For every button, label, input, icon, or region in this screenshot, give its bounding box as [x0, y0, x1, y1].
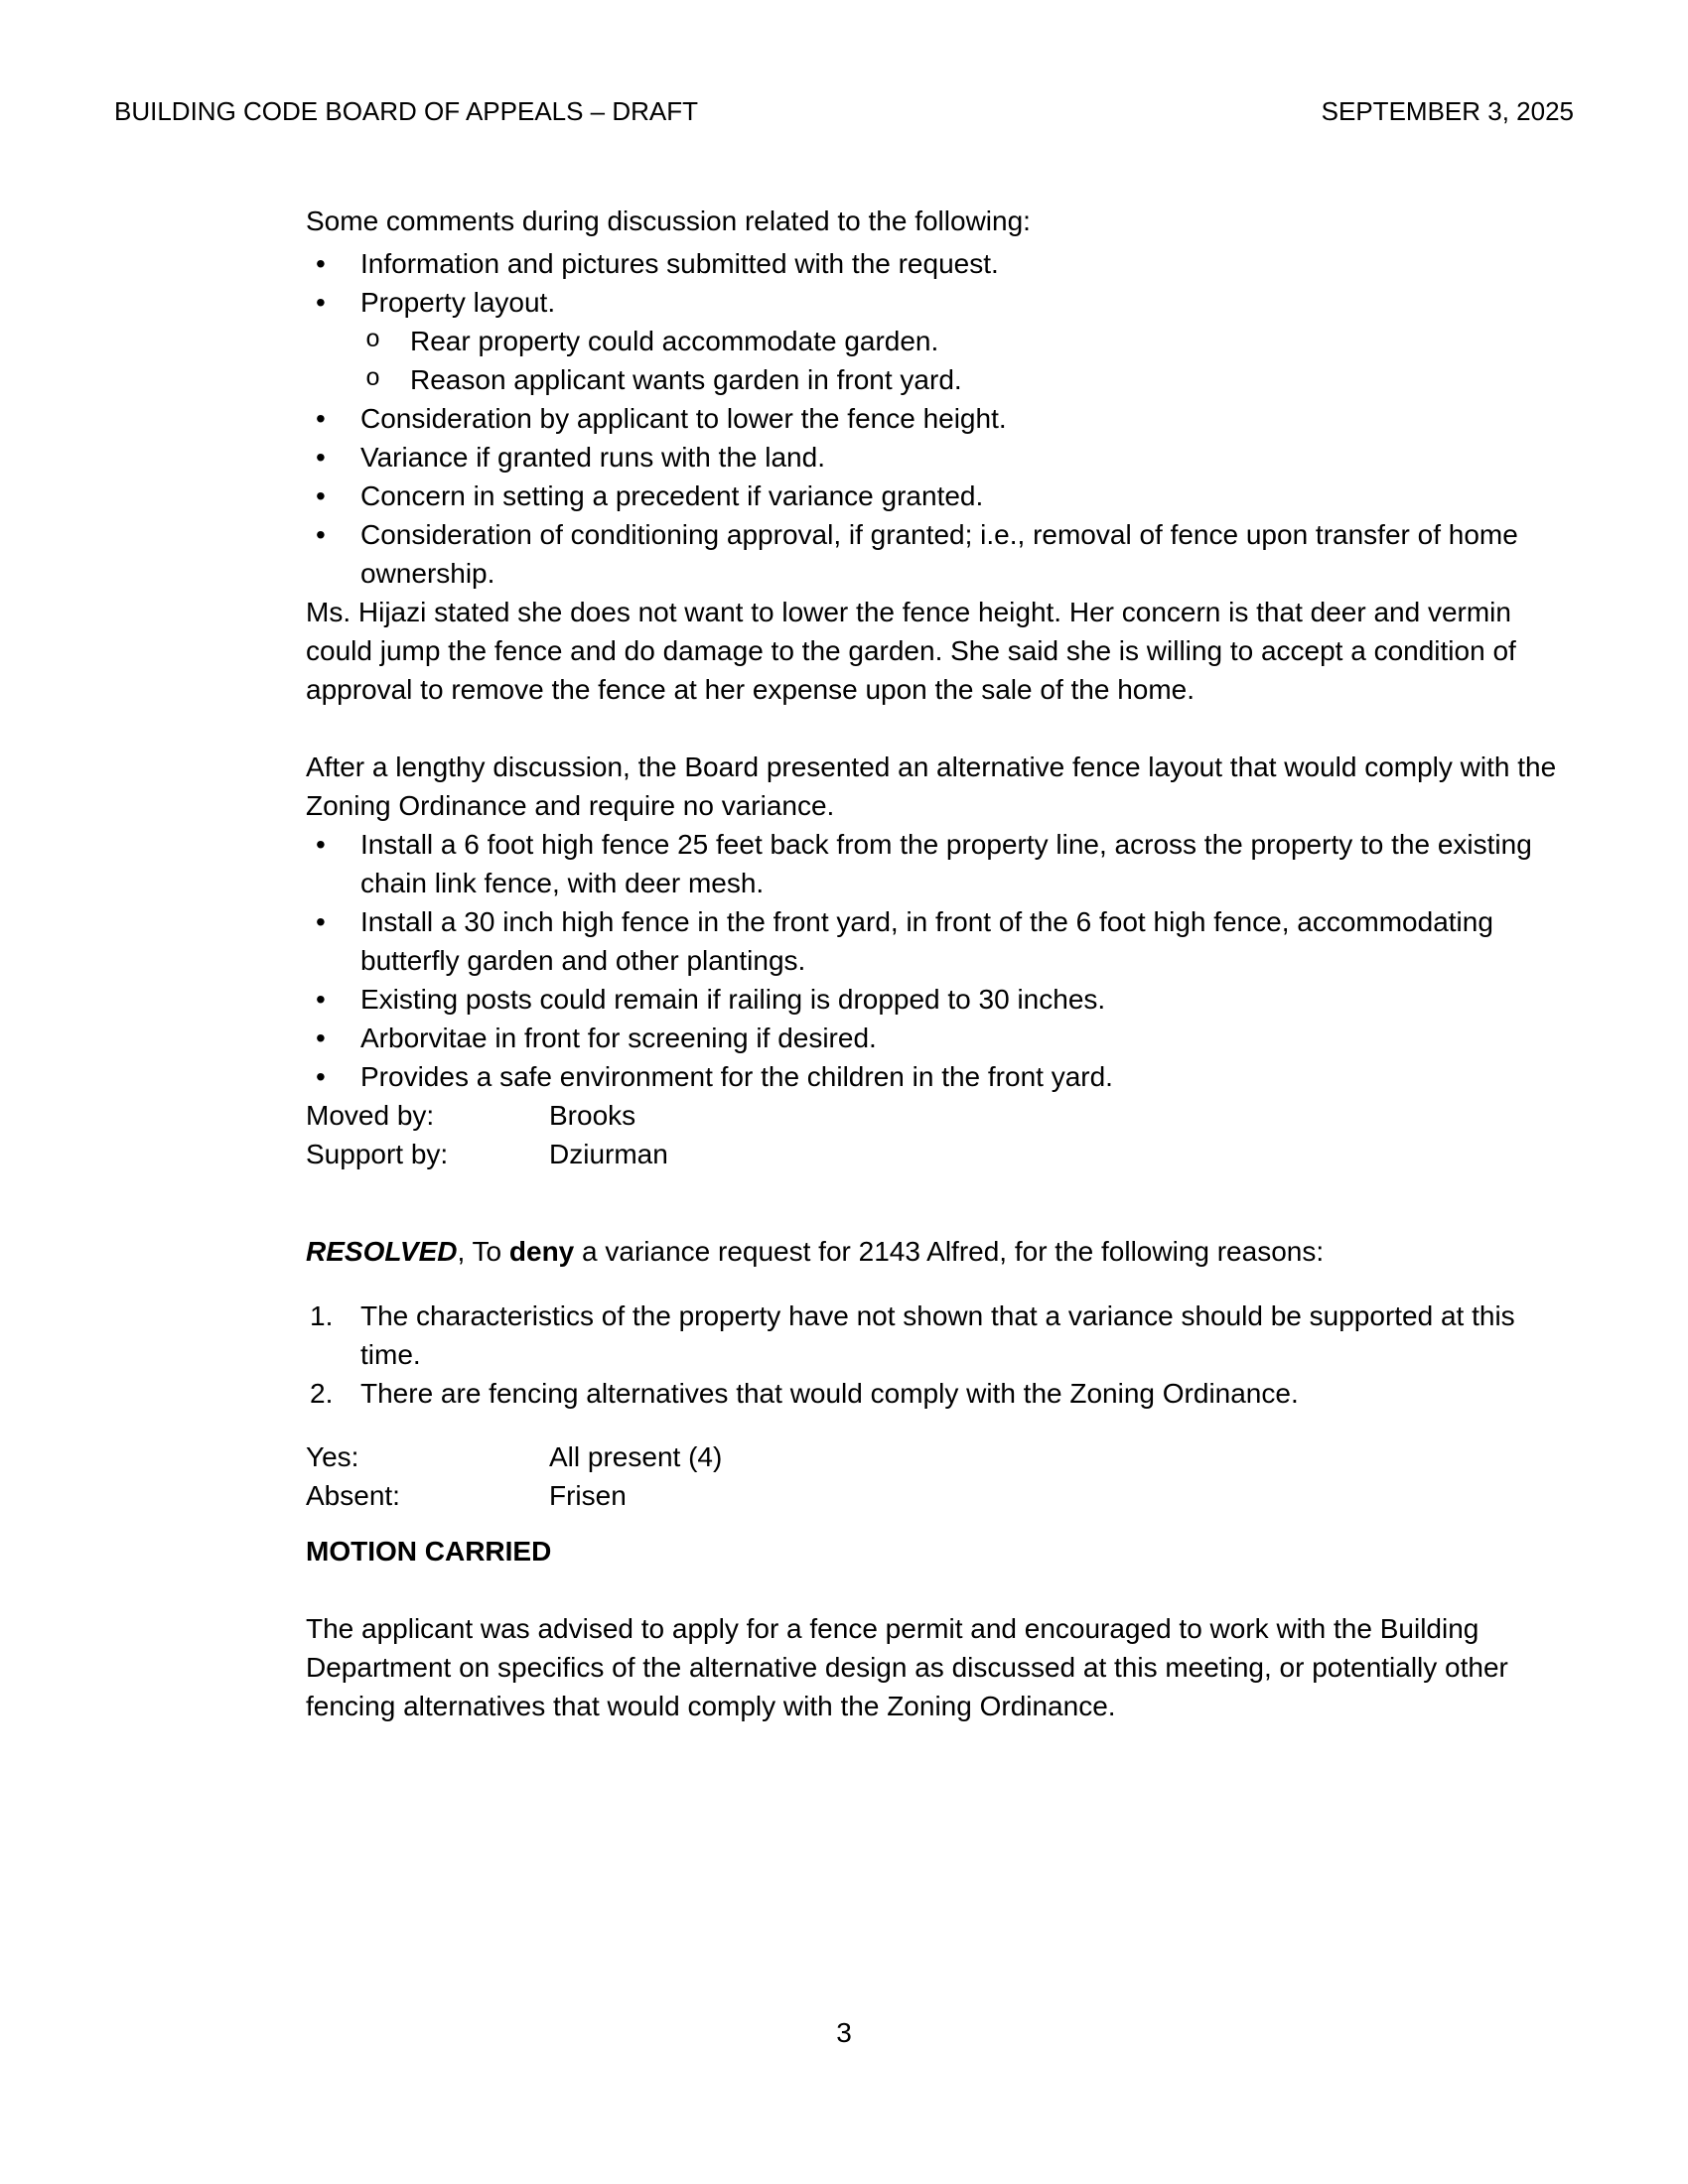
absent-value: Frisen: [549, 1480, 627, 1511]
resolved-mid-text: , To: [457, 1236, 509, 1267]
moved-by-value: Brooks: [549, 1100, 636, 1131]
bullet-item: • Install a 30 inch high fence in the front yard, in front of the 6 foot high fence, accommodating butterfly garden and other plantings.: [306, 902, 1559, 980]
alternative-bullet-list: [306, 825, 1559, 1096]
yes-value: All present (4): [549, 1441, 723, 1472]
bullet-item: • Concern in setting a precedent if variance granted.: [306, 477, 1559, 515]
resolved-deny-keyword: deny: [508, 1236, 575, 1267]
bullet-item: • Provides a safe environment for the children in the front yard.: [306, 1057, 1559, 1096]
bullet-item: • Property layout.: [306, 283, 1559, 322]
page-number: 3: [836, 2017, 852, 2048]
document-header: [114, 95, 1574, 127]
sub-bullet-item: o Reason applicant wants garden in front yard.: [306, 360, 1559, 399]
intro-paragraph: Some comments during discussion related to the following:: [306, 205, 1031, 236]
hijazi-paragraph: Ms. Hijazi stated she does not want to lower the fence height. Her concern is that deer and vermin could jump the fence and do damage to the garden. She said she is willing to accept a condition of approval to remove the fence at her expense upon the sale of the home.: [306, 597, 1516, 705]
reason-item: [306, 1297, 1559, 1374]
support-by-value: Dziurman: [549, 1139, 668, 1169]
reason-text: The characteristics of the property have not shown that a variance should be supported at this time.: [360, 1300, 1515, 1370]
motion-result: MOTION CARRIED: [306, 1536, 552, 1567]
yes-label: Yes:: [306, 1441, 359, 1472]
bullet-item: • Existing posts could remain if railing is dropped to 30 inches.: [306, 980, 1559, 1019]
document-title: BUILDING CODE BOARD OF APPEALS – DRAFT: [114, 96, 699, 126]
alternative-paragraph: After a lengthy discussion, the Board presented an alternative fence layout that would comply with the Zoning Ordinance and require no variance.: [306, 751, 1557, 821]
resolved-keyword: RESOLVED: [306, 1236, 458, 1267]
document-body: [306, 202, 1559, 1725]
absent-label: Absent:: [306, 1480, 400, 1511]
resolved-paragraph: [306, 1232, 1559, 1271]
resolved-rest-text: a variance request for 2143 Alfred, for the following reasons:: [574, 1236, 1325, 1267]
vote-tally: [306, 1437, 1559, 1515]
reason-item: [306, 1374, 1559, 1413]
support-by-row: [306, 1135, 1559, 1173]
yes-vote-row: [306, 1437, 1559, 1476]
moved-by-row: [306, 1096, 1559, 1135]
absent-row: [306, 1476, 1559, 1515]
bullet-item: • Consideration of conditioning approval, if granted; i.e., removal of fence upon transfer of home ownership.: [306, 515, 1559, 593]
reason-number: 1.: [310, 1300, 334, 1331]
reason-text: There are fencing alternatives that would comply with the Zoning Ordinance.: [360, 1378, 1299, 1409]
bullet-item: • Information and pictures submitted with the request.: [306, 244, 1559, 283]
support-by-label: Support by:: [306, 1139, 449, 1169]
discussion-bullet-list: [306, 244, 1559, 593]
bullet-item: • Consideration by applicant to lower the fence height.: [306, 399, 1559, 438]
reason-number: 2.: [310, 1378, 334, 1409]
closing-paragraph: The applicant was advised to apply for a fence permit and encouraged to work with the Building Department on specifics of the alternative design as discussed at this meeting, or potentially other fencing alternatives that would comply with the Zoning Ordinance.: [306, 1613, 1508, 1721]
sub-bullet-item: o Rear property could accommodate garden.: [306, 322, 1559, 360]
motion-movers: [306, 1096, 1559, 1173]
moved-by-label: Moved by:: [306, 1100, 435, 1131]
bullet-item: • Install a 6 foot high fence 25 feet back from the property line, across the property to the existing chain link fence, with deer mesh.: [306, 825, 1559, 902]
resolution-reasons-list: [306, 1297, 1559, 1413]
document-date: SEPTEMBER 3, 2025: [1321, 96, 1574, 126]
bullet-item: • Arborvitae in front for screening if desired.: [306, 1019, 1559, 1057]
bullet-item: • Variance if granted runs with the land.: [306, 438, 1559, 477]
